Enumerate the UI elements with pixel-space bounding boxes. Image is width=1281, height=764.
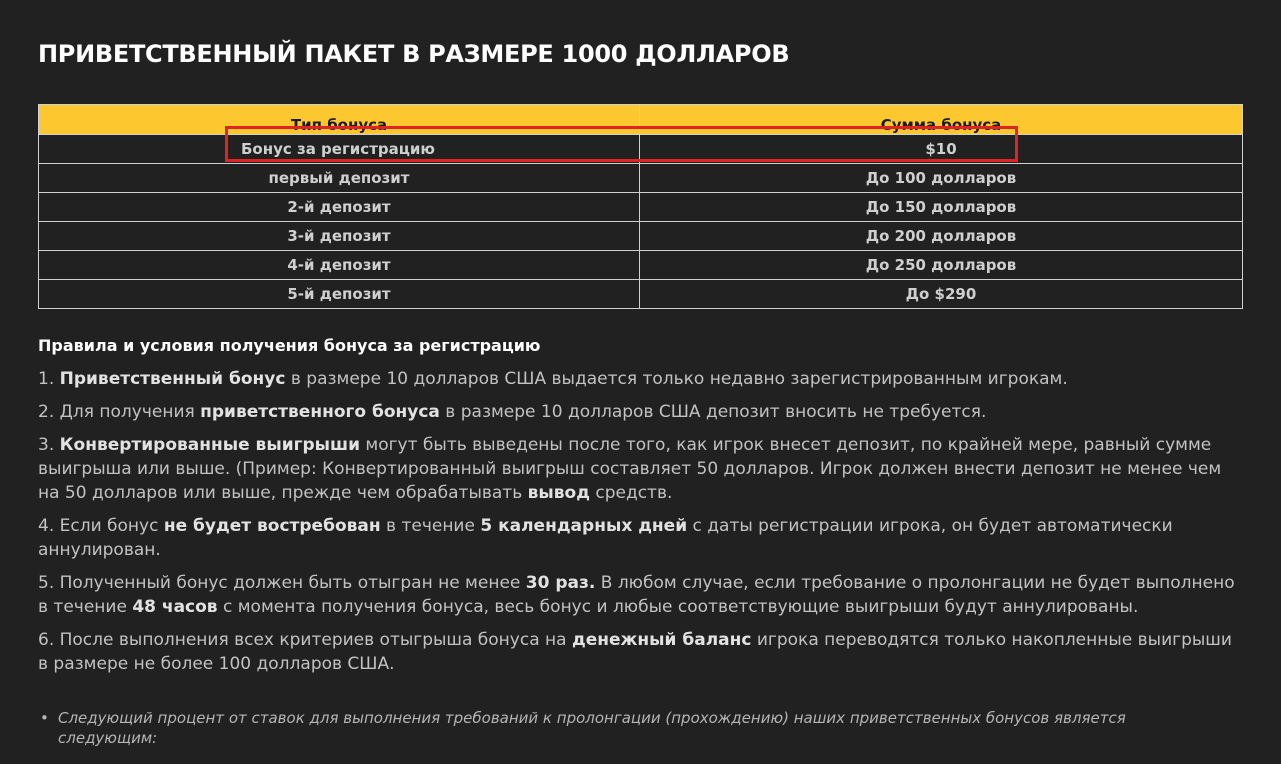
rule-emphasis: 5 календарных дней <box>480 516 688 536</box>
table-cell-bonus-amount: До 200 долларов <box>640 222 1243 251</box>
table-cell-bonus-type: 3-й депозит <box>39 222 640 251</box>
table-cell-bonus-type: 2-й депозит <box>39 193 640 222</box>
table-cell-bonus-type: 4-й депозит <box>39 251 640 280</box>
rule-text: В любом случае, если требование о пролонгации не будет выполнено в течение <box>38 573 1235 617</box>
rule-item <box>38 433 1238 505</box>
rule-emphasis: Конвертированные выигрыши <box>59 435 360 455</box>
table-row <box>39 135 1243 164</box>
column-header-bonus-type: Тип бонуса <box>39 105 640 135</box>
rule-item <box>38 514 1238 562</box>
table-row <box>39 251 1243 280</box>
rule-text: 3. <box>38 435 60 455</box>
rule-text: 4. Если бонус <box>38 516 164 536</box>
rule-item <box>38 400 1238 424</box>
rule-emphasis: вывод <box>527 483 590 503</box>
table-cell-bonus-amount: До 150 долларов <box>640 193 1243 222</box>
rule-item <box>38 367 1238 391</box>
table-cell-bonus-type: Бонус за регистрацию <box>39 135 640 164</box>
rule-emphasis: Приветственный бонус <box>59 369 286 389</box>
rule-text: в течение <box>380 516 481 536</box>
rule-text: могут быть выведены после того, как игрок внесет депозит, по крайней мере, равный сумме выигрыша или выше. (Пример: Конвертированный выигрыш составляет 50 долларов. Игрок должен внести депозит не менее чем на 50 долларов или выше, прежде чем обрабатывать <box>38 435 1222 503</box>
table-cell-bonus-amount: $10 <box>640 135 1243 164</box>
rule-text: игрока переводятся только накопленные выигрыши в размере не более 100 долларов США. <box>38 630 1232 674</box>
table-header-row <box>39 105 1243 135</box>
rules-title: Правила и условия получения бонуса за регистрацию <box>38 336 541 355</box>
rule-text: 5. Полученный бонус должен быть отыгран не менее <box>38 573 526 593</box>
rule-text: 6. После выполнения всех критериев отыгрыша бонуса на <box>38 630 572 650</box>
rule-text: 2. Для получения <box>38 402 201 422</box>
rule-emphasis: не будет востребован <box>163 516 381 536</box>
rule-emphasis: денежный баланс <box>571 630 752 650</box>
rule-text: средств. <box>589 483 673 503</box>
table-cell-bonus-amount: До 100 долларов <box>640 164 1243 193</box>
rule-item <box>38 571 1238 619</box>
table-row <box>39 222 1243 251</box>
column-header-bonus-amount: Сумма бонуса <box>640 105 1243 135</box>
rule-emphasis: 30 раз. <box>525 573 596 593</box>
table-row <box>39 193 1243 222</box>
page-title: ПРИВЕТСТВЕННЫЙ ПАКЕТ В РАЗМЕРЕ 1000 ДОЛЛАРОВ <box>38 40 790 68</box>
rule-item <box>38 628 1238 676</box>
rules-list <box>38 367 1238 685</box>
table-cell-bonus-type: 5-й депозит <box>39 280 640 309</box>
rule-text: в размере 10 долларов США выдается только недавно зарегистрированным игрокам. <box>285 369 1068 389</box>
wagering-note: • Следующий процент от ставок для выполнения требований к пролонгации (прохождению) наших приветственных бонусов является следующим: <box>58 708 1198 748</box>
rule-text: с момента получения бонуса, весь бонус и любые соответствующие выигрыши будут аннулированы. <box>217 597 1139 617</box>
table-cell-bonus-amount: До 250 долларов <box>640 251 1243 280</box>
rule-emphasis: приветственного бонуса <box>200 402 440 422</box>
rule-text: 1. <box>38 369 60 389</box>
rule-text: с даты регистрации игрока, он будет автоматически аннулирован. <box>38 516 1173 560</box>
bonus-table <box>38 104 1243 309</box>
table-row <box>39 280 1243 309</box>
table-cell-bonus-type: первый депозит <box>39 164 640 193</box>
rule-text: в размере 10 долларов США депозит вносить не требуется. <box>439 402 987 422</box>
table-row <box>39 164 1243 193</box>
table-cell-bonus-amount: До $290 <box>640 280 1243 309</box>
rule-emphasis: 48 часов <box>132 597 218 617</box>
